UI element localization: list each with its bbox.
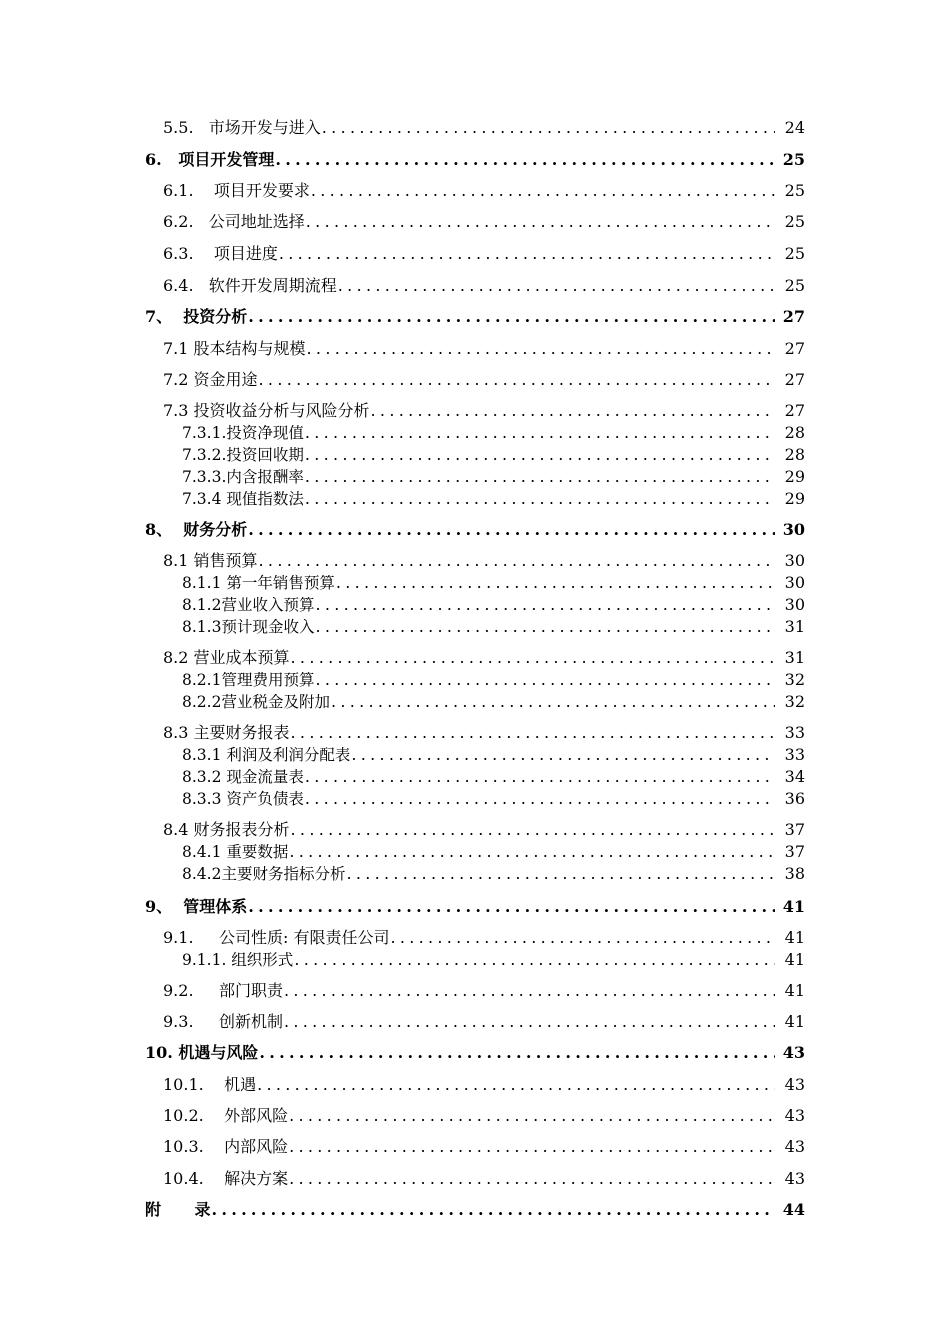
toc-entry[interactable] bbox=[0, 615, 805, 637]
toc-entry[interactable] bbox=[0, 787, 805, 809]
toc-page-number: 41 bbox=[784, 981, 805, 1000]
toc-entry-number: 7.1 bbox=[163, 339, 189, 358]
toc-entry-title bbox=[163, 276, 338, 296]
toc-page-number: 37 bbox=[784, 842, 805, 861]
toc-entry-title bbox=[163, 118, 322, 138]
toc-entry-number: 9、 bbox=[145, 897, 173, 916]
toc-entry-number: 附 bbox=[145, 1200, 162, 1219]
toc-entry[interactable] bbox=[0, 765, 805, 787]
toc-entry[interactable] bbox=[0, 818, 805, 840]
toc-page-number: 43 bbox=[784, 1137, 805, 1156]
toc-entry-title bbox=[182, 617, 315, 637]
toc-entry-title bbox=[182, 692, 331, 712]
toc-entry-label: 营业收入预算 bbox=[221, 596, 315, 614]
toc-page-number: 33 bbox=[784, 745, 805, 764]
toc-entry[interactable] bbox=[0, 487, 805, 509]
toc-entry-label: 投资分析 bbox=[172, 307, 248, 326]
toc-entry-title bbox=[163, 1012, 284, 1032]
toc-entry[interactable] bbox=[0, 368, 805, 390]
toc-dot-leader bbox=[305, 467, 775, 487]
toc-entry-label: 内含报酬率 bbox=[226, 468, 304, 486]
toc-entry[interactable] bbox=[0, 399, 805, 421]
toc-page-number: 30 bbox=[784, 551, 805, 570]
toc-dot-leader bbox=[289, 842, 775, 862]
toc-entry-number: 10.1. bbox=[163, 1075, 204, 1094]
toc-entry-title bbox=[163, 648, 291, 668]
toc-page-number: 25 bbox=[784, 276, 805, 295]
toc-page-number: 41 bbox=[784, 950, 805, 969]
toc-entry-title bbox=[163, 1075, 257, 1095]
toc-entry[interactable] bbox=[0, 1167, 805, 1189]
toc-dot-leader bbox=[306, 212, 775, 232]
toc-entry[interactable] bbox=[0, 1010, 805, 1032]
toc-dot-leader bbox=[248, 897, 775, 917]
toc-entry[interactable] bbox=[0, 1073, 805, 1095]
toc-entry-number: 5.5. bbox=[163, 118, 194, 137]
toc-entry-number: 10.2. bbox=[163, 1106, 204, 1125]
toc-entry-label: 公司性质: 有限责任公司 bbox=[193, 928, 390, 947]
toc-entry-label: 资产负债表 bbox=[221, 790, 304, 808]
toc-entry-label: 股本结构与规模 bbox=[188, 339, 306, 358]
toc-entry-label: 部门职责 bbox=[193, 981, 283, 1000]
toc-entry[interactable] bbox=[0, 840, 805, 862]
toc-entry-label: 财务分析 bbox=[172, 520, 248, 539]
toc-entry-number: 8.3.2 bbox=[182, 768, 222, 786]
toc-page-number: 28 bbox=[784, 445, 805, 464]
toc-entry-title bbox=[145, 150, 275, 170]
toc-page-number: 25 bbox=[784, 181, 805, 200]
toc-entry-label: 组织形式 bbox=[226, 951, 294, 969]
toc-entry-title bbox=[145, 1043, 259, 1063]
toc-entry[interactable] bbox=[0, 148, 805, 170]
toc-page-number: 30 bbox=[784, 595, 805, 614]
toc-page-number: 27 bbox=[784, 370, 805, 389]
toc-entry-title bbox=[163, 820, 291, 840]
toc-entry-label: 录 bbox=[161, 1200, 211, 1219]
toc-entry-title bbox=[163, 401, 371, 421]
toc-entry[interactable] bbox=[0, 443, 805, 465]
toc-entry-title bbox=[163, 212, 306, 232]
toc-entry[interactable] bbox=[0, 571, 805, 593]
toc-entry-number: 6.4. bbox=[163, 276, 194, 295]
toc-entry-label: 投资回收期 bbox=[226, 446, 304, 464]
toc-entry[interactable] bbox=[0, 305, 805, 327]
toc-page-number: 38 bbox=[784, 864, 805, 883]
toc-page-number: 28 bbox=[784, 423, 805, 442]
toc-page-number: 25 bbox=[784, 212, 805, 231]
toc-entry[interactable] bbox=[0, 721, 805, 743]
toc-entry-label: 主要财务指标分析 bbox=[221, 865, 346, 883]
toc-entry[interactable] bbox=[0, 242, 805, 264]
toc-page-number: 29 bbox=[784, 467, 805, 486]
toc-dot-leader bbox=[248, 520, 775, 540]
toc-dot-leader bbox=[351, 745, 775, 765]
toc-dot-leader bbox=[248, 307, 775, 327]
toc-dot-leader bbox=[315, 670, 775, 690]
toc-entry-title bbox=[163, 181, 311, 201]
toc-entry-title bbox=[182, 595, 315, 615]
toc-dot-leader bbox=[307, 339, 775, 359]
toc-page-number: 41 bbox=[784, 1012, 805, 1031]
toc-entry[interactable] bbox=[0, 210, 805, 232]
toc-page-number: 43 bbox=[784, 1106, 805, 1125]
toc-entry-label: 现金流量表 bbox=[221, 768, 304, 786]
toc-dot-leader bbox=[390, 928, 775, 948]
toc-entry[interactable] bbox=[0, 668, 805, 690]
toc-entry-label: 销售预算 bbox=[188, 551, 258, 570]
toc-entry-label: 解决方案 bbox=[203, 1169, 289, 1188]
toc-entry-label: 项目开发要求 bbox=[193, 181, 310, 200]
toc-dot-leader bbox=[311, 181, 775, 201]
toc-entry[interactable] bbox=[0, 1104, 805, 1126]
toc-dot-leader bbox=[259, 1043, 775, 1063]
toc-entry-title bbox=[182, 423, 305, 443]
toc-page-number: 41 bbox=[784, 928, 805, 947]
toc-dot-leader bbox=[305, 489, 775, 509]
toc-entry-label: 内部风险 bbox=[203, 1137, 289, 1156]
toc-entry-title bbox=[163, 1169, 289, 1189]
toc-entry-number: 6. bbox=[145, 150, 162, 169]
toc-dot-leader bbox=[284, 981, 775, 1001]
toc-entry-number: 8.3.1 bbox=[182, 746, 222, 764]
toc-dot-leader bbox=[284, 1012, 775, 1032]
toc-entry-number: 7.3.3. bbox=[182, 468, 227, 486]
toc-entry-label: 第一年销售预算 bbox=[221, 574, 335, 592]
toc-entry[interactable] bbox=[0, 179, 805, 201]
toc-dot-leader bbox=[322, 118, 775, 138]
toc-entry-label: 创新机制 bbox=[193, 1012, 283, 1031]
toc-dot-leader bbox=[291, 723, 775, 743]
toc-page-number: 30 bbox=[784, 573, 805, 592]
toc-entry-number: 9.1.1. bbox=[182, 951, 227, 969]
toc-entry[interactable] bbox=[0, 862, 805, 884]
toc-entry-label: 外部风险 bbox=[203, 1106, 289, 1125]
toc-entry[interactable] bbox=[0, 518, 805, 540]
toc-dot-leader bbox=[275, 150, 775, 170]
toc-page-number: 25 bbox=[782, 150, 805, 169]
toc-page-number: 37 bbox=[784, 820, 805, 839]
toc-entry[interactable] bbox=[0, 1041, 805, 1063]
toc-entry[interactable] bbox=[0, 337, 805, 359]
toc-entry-label: 财务报表分析 bbox=[188, 820, 290, 839]
toc-dot-leader bbox=[346, 864, 775, 884]
toc-entry[interactable] bbox=[0, 593, 805, 615]
toc-dot-leader bbox=[211, 1200, 775, 1220]
toc-entry-title bbox=[163, 551, 259, 571]
toc-dot-leader bbox=[289, 1106, 775, 1126]
toc-entry-title bbox=[163, 370, 259, 390]
toc-page-number: 44 bbox=[782, 1200, 805, 1219]
toc-entry-label: 利润及利润分配表 bbox=[221, 746, 351, 764]
toc-entry-number: 7.3.1. bbox=[182, 424, 227, 442]
toc-entry-number: 8.2 bbox=[163, 648, 189, 667]
toc-entry[interactable] bbox=[0, 690, 805, 712]
toc-entry-label: 项目进度 bbox=[193, 244, 278, 263]
toc-entry-number: 6.1. bbox=[163, 181, 194, 200]
toc-page-number: 32 bbox=[784, 692, 805, 711]
toc-entry-number: 9.3. bbox=[163, 1012, 194, 1031]
toc-entry-title bbox=[145, 520, 248, 540]
toc-entry-title bbox=[163, 981, 284, 1001]
toc-entry-number: 10. bbox=[145, 1043, 173, 1062]
toc-entry-number: 8.3 bbox=[163, 723, 189, 742]
toc-page-number: 27 bbox=[782, 307, 805, 326]
toc-page-number: 43 bbox=[782, 1043, 805, 1062]
toc-entry-label: 预计现金收入 bbox=[221, 618, 315, 636]
toc-entry-number: 8.4.2 bbox=[182, 865, 222, 883]
toc-entry-label: 公司地址选择 bbox=[193, 212, 305, 231]
toc-entry-number: 8、 bbox=[145, 520, 173, 539]
toc-dot-leader bbox=[259, 370, 775, 390]
toc-entry-number: 8.2.1 bbox=[182, 671, 222, 689]
toc-entry-number: 10.3. bbox=[163, 1137, 204, 1156]
toc-dot-leader bbox=[291, 820, 775, 840]
toc-entry[interactable] bbox=[0, 421, 805, 443]
toc-entry-number: 6.3. bbox=[163, 244, 194, 263]
toc-entry[interactable] bbox=[0, 1135, 805, 1157]
toc-entry-title bbox=[182, 789, 305, 809]
toc-entry-title bbox=[163, 1137, 289, 1157]
toc-dot-leader bbox=[279, 244, 775, 264]
toc-page-number: 29 bbox=[784, 489, 805, 508]
toc-entry[interactable] bbox=[0, 646, 805, 668]
toc-dot-leader bbox=[315, 617, 775, 637]
toc-page-number: 27 bbox=[784, 401, 805, 420]
toc-page-number: 24 bbox=[784, 118, 805, 137]
toc-entry-label: 营业税金及附加 bbox=[221, 693, 330, 711]
toc-dot-leader bbox=[305, 767, 775, 787]
toc-entry-title bbox=[182, 745, 351, 765]
toc-entry-title bbox=[182, 767, 305, 787]
toc-page-number: 43 bbox=[784, 1075, 805, 1094]
toc-dot-leader bbox=[289, 1169, 775, 1189]
toc-entry-label: 机遇与风险 bbox=[172, 1043, 259, 1062]
toc-entry-number: 7.3 bbox=[163, 401, 189, 420]
toc-entry-title bbox=[145, 1200, 211, 1220]
toc-dot-leader bbox=[315, 595, 775, 615]
toc-entry-number: 8.4.1 bbox=[182, 843, 222, 861]
toc-dot-leader bbox=[259, 551, 775, 571]
toc-entry-title bbox=[182, 670, 315, 690]
toc-entry-number: 7.3.4 bbox=[182, 490, 222, 508]
toc-entry-number: 7.2 bbox=[163, 370, 189, 389]
toc-entry-label: 市场开发与进入 bbox=[193, 118, 321, 137]
toc-entry-label: 重要数据 bbox=[221, 843, 289, 861]
toc-entry[interactable] bbox=[0, 743, 805, 765]
toc-dot-leader bbox=[336, 573, 775, 593]
toc-entry-number: 10.4. bbox=[163, 1169, 204, 1188]
toc-entry-number: 8.4 bbox=[163, 820, 189, 839]
toc-dot-leader bbox=[305, 789, 775, 809]
toc-entry-title bbox=[182, 489, 305, 509]
toc-entry-label: 机遇 bbox=[203, 1075, 257, 1094]
toc-entry-title bbox=[182, 950, 294, 970]
toc-entry[interactable] bbox=[0, 1198, 805, 1220]
toc-entry-title bbox=[163, 928, 390, 948]
toc-page-number: 30 bbox=[782, 520, 805, 539]
toc-page-number: 25 bbox=[784, 244, 805, 263]
toc-entry-number: 8.1.1 bbox=[182, 574, 222, 592]
toc-dot-leader bbox=[294, 950, 775, 970]
toc-entry-label: 营业成本预算 bbox=[188, 648, 290, 667]
toc-entry-title bbox=[182, 573, 336, 593]
toc-entry[interactable] bbox=[0, 116, 805, 138]
toc-dot-leader bbox=[371, 401, 775, 421]
toc-entry-label: 投资净现值 bbox=[226, 424, 304, 442]
toc-entry-title bbox=[182, 467, 305, 487]
toc-dot-leader bbox=[289, 1137, 775, 1157]
toc-page-number: 41 bbox=[782, 897, 805, 916]
toc-entry-title bbox=[145, 307, 248, 327]
toc-entry-number: 7.3.2. bbox=[182, 446, 227, 464]
toc-entry-label: 资金用途 bbox=[188, 370, 258, 389]
toc-entry[interactable] bbox=[0, 926, 805, 948]
toc-page-number: 31 bbox=[784, 617, 805, 636]
toc-entry-number: 8.2.2 bbox=[182, 693, 222, 711]
toc-entry-number: 9.2. bbox=[163, 981, 194, 1000]
toc-dot-leader bbox=[331, 692, 775, 712]
toc-entry-label: 主要财务报表 bbox=[188, 723, 290, 742]
toc-entry-number: 9.1. bbox=[163, 928, 194, 947]
toc-entry-number: 8.1.3 bbox=[182, 618, 222, 636]
toc-entry[interactable] bbox=[0, 465, 805, 487]
toc-entry-number: 8.3.3 bbox=[182, 790, 222, 808]
toc-page-number: 43 bbox=[784, 1169, 805, 1188]
toc-entry[interactable] bbox=[0, 274, 805, 296]
toc-dot-leader bbox=[338, 276, 775, 296]
toc-entry-title bbox=[163, 1106, 289, 1126]
toc-entry-number: 7、 bbox=[145, 307, 173, 326]
toc-page-number: 27 bbox=[784, 339, 805, 358]
toc-dot-leader bbox=[305, 423, 775, 443]
toc-entry-label: 项目开发管理 bbox=[161, 150, 275, 169]
toc-entry-title bbox=[163, 339, 307, 359]
toc-entry-title bbox=[163, 723, 291, 743]
toc-page-number: 31 bbox=[784, 648, 805, 667]
toc-entry-label: 管理费用预算 bbox=[221, 671, 315, 689]
toc-entry-number: 8.1 bbox=[163, 551, 189, 570]
toc-page-number: 34 bbox=[784, 767, 805, 786]
toc-entry-number: 8.1.2 bbox=[182, 596, 222, 614]
toc-entry-label: 现值指数法 bbox=[221, 490, 304, 508]
toc-entry-number: 6.2. bbox=[163, 212, 194, 231]
toc-entry[interactable] bbox=[0, 948, 805, 970]
toc-entry-title bbox=[182, 842, 289, 862]
toc-entry-title bbox=[163, 244, 279, 264]
toc-entry[interactable] bbox=[0, 895, 805, 917]
toc-dot-leader bbox=[291, 648, 775, 668]
toc-entry-title bbox=[182, 445, 305, 465]
toc-entry[interactable] bbox=[0, 549, 805, 571]
toc-dot-leader bbox=[305, 445, 775, 465]
toc-entry-label: 投资收益分析与风险分析 bbox=[188, 401, 370, 420]
toc-page-number: 32 bbox=[784, 670, 805, 689]
toc-entry-label: 软件开发周期流程 bbox=[193, 276, 337, 295]
toc-page-number: 33 bbox=[784, 723, 805, 742]
toc-entry-title bbox=[145, 897, 248, 917]
toc-entry-title bbox=[182, 864, 346, 884]
toc-page-number: 36 bbox=[784, 789, 805, 808]
toc-entry-label: 管理体系 bbox=[172, 897, 248, 916]
toc-dot-leader bbox=[257, 1075, 775, 1095]
toc-entry[interactable] bbox=[0, 979, 805, 1001]
